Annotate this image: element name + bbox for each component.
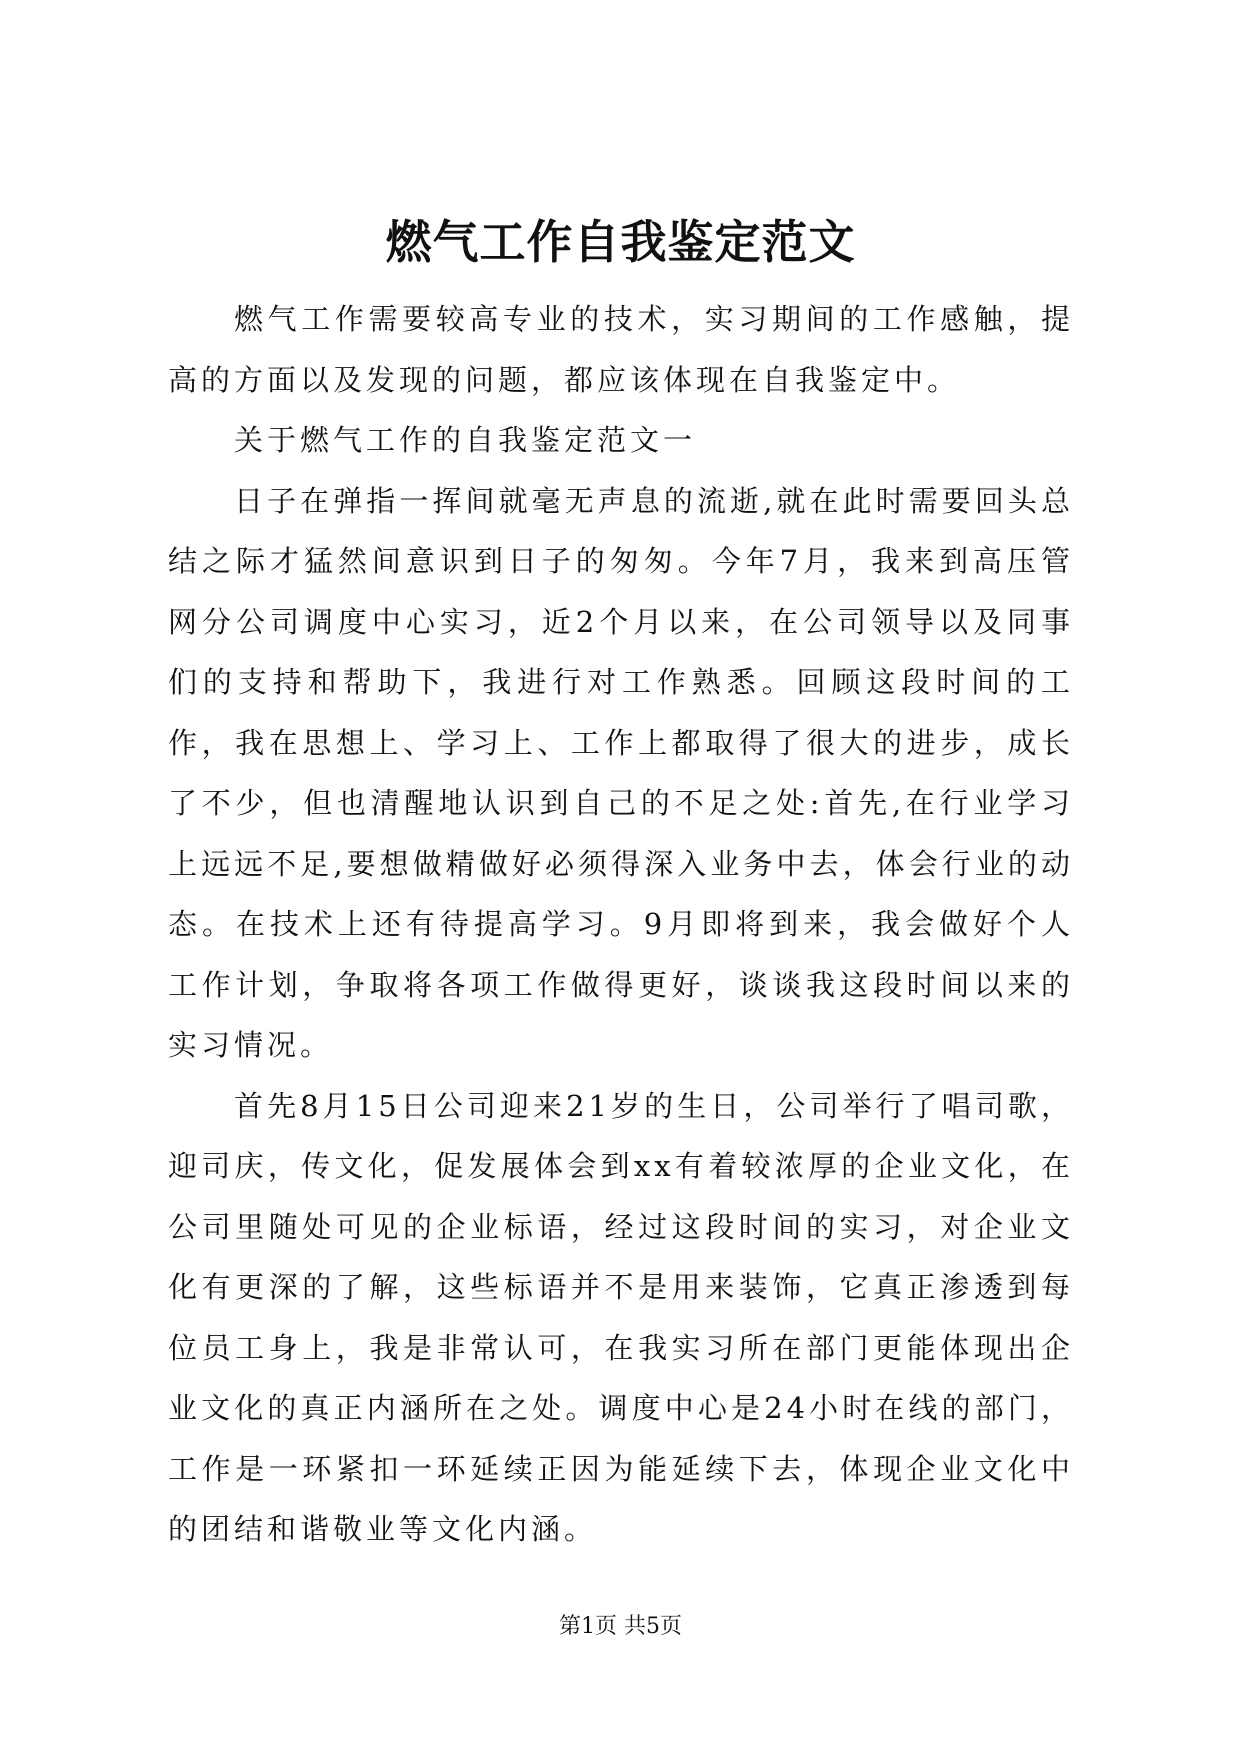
intro-paragraph: 燃气工作需要较高专业的技术，实习期间的工作感触，提高的方面以及发现的问题，都应该体现在自我鉴定中。 <box>168 302 1074 397</box>
section-heading: 关于燃气工作的自我鉴定范文一 <box>234 423 697 457</box>
body-paragraph: 首先8月15日公司迎来21岁的生日，公司举行了唱司歌，迎司庆，传文化，促发展体会到xx有着较浓厚的企业文化，在公司里随处可见的企业标语，经过这段时间的实习，对企业文化有更深的了解，这些标语并不是用来装饰，它真正渗透到每位员工身上，我是非常认可，在我实习所在部门更能体现出企业文化的真正内涵所在之处。调度中心是24小时在线的部门，工作是一环紧扣一环延续正因为能延续下去，体现企业文化中的团结和谐敬业等文化内涵。 <box>168 1088 1074 1546</box>
document-title: 燃气工作自我鉴定范文 <box>385 215 856 269</box>
body-paragraph: 日子在弹指一挥间就毫无声息的流逝,就在此时需要回头总结之际才猛然间意识到日子的匆匆。今年7月，我来到高压管网分公司调度中心实习，近2个月以来，在公司领导以及同事们的支持和帮助下，我进行对工作熟悉。回顾这段时间的工作，我在思想上、学习上、工作上都取得了很大的进步，成长了不少，但也清醒地认识到自己的不足之处:首先,在行业学习上远远不足,要想做精做好必须得深入业务中去，体会行业的动态。在技术上还有待提高学习。9月即将到来，我会做好个人工作计划，争取将各项工作做得更好，谈谈我这段时间以来的实习情况。 <box>168 483 1074 1062</box>
document-body <box>168 289 1074 1560</box>
page-footer: 第1页 共5页 <box>559 1614 682 1639</box>
